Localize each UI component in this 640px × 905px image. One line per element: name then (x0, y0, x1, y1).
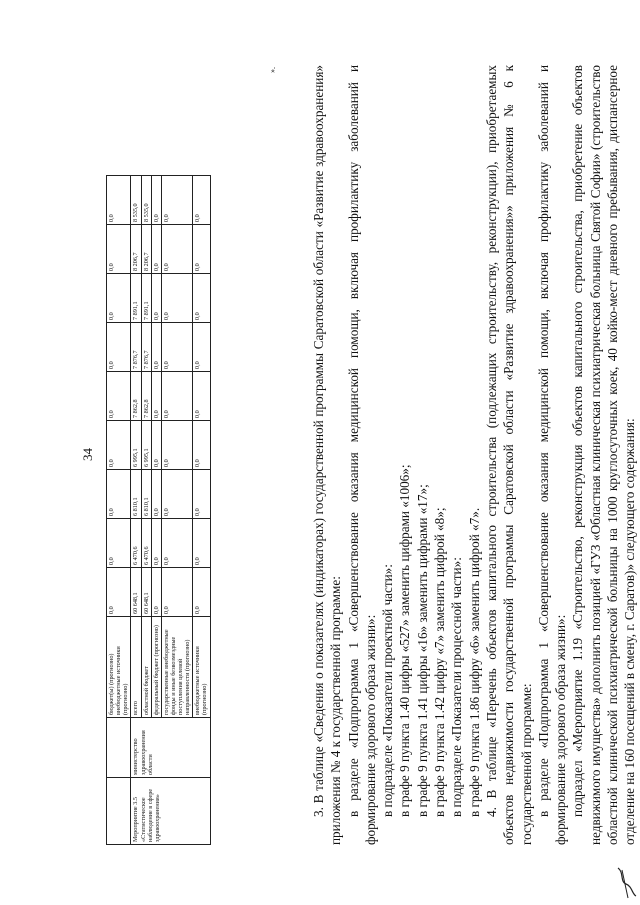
table-cell: 0,0 (161, 323, 193, 372)
table-cell: 7 862,8 (131, 372, 141, 421)
paragraph: в разделе «Подпрограмма 1 «Совершенствование оказания медицинской помощи, включая профилактику заболеваний и формирование здорового образа жизни»: (345, 65, 378, 845)
table-cell: 0,0 (107, 568, 131, 617)
table-cell: 0,0 (193, 274, 210, 323)
signature-mark (614, 864, 640, 900)
table-cell: 0,0 (161, 568, 193, 617)
table-cell: 0,0 (161, 274, 193, 323)
rotated-content (78, 65, 638, 845)
financing-table (106, 175, 211, 845)
table-cell: 0,0 (107, 274, 131, 323)
table-cell: 0,0 (107, 519, 131, 568)
table-cell: 0,0 (161, 225, 193, 274)
table-cell: 0,0 (151, 421, 161, 470)
table-cell: областной бюджет (141, 617, 151, 718)
table-row (131, 176, 141, 845)
table-cell: 6 810,1 (131, 470, 141, 519)
table-cell: 7 876,7 (131, 323, 141, 372)
table-cell: 6 470,6 (131, 519, 141, 568)
table-closing-mark: ». (268, 67, 277, 73)
table-cell: 0,0 (193, 470, 210, 519)
table-cell: 8 206,7 (131, 225, 141, 274)
table-cell: 0,0 (161, 421, 193, 470)
table-cell: 60 648,1 (141, 568, 151, 617)
paragraph: в графе 9 пункта 1.41 цифры «16» заменить цифрами «17»; (414, 484, 430, 817)
table-cell: 0,0 (151, 568, 161, 617)
table-cell: 0,0 (107, 323, 131, 372)
table-cell: 0,0 (193, 519, 210, 568)
table-cell: 8 535,0 (141, 176, 151, 225)
table-cell: 6 810,1 (141, 470, 151, 519)
paragraph: в графе 9 пункта 1.42 цифру «7» заменить цифрой «8»; (432, 507, 448, 817)
paragraph: в подразделе «Показатели проектной части»: (380, 564, 396, 817)
table-cell: внебюджетные источники (прогнозно) (193, 617, 210, 718)
table-cell: 0,0 (193, 323, 210, 372)
table-cell: 0,0 (107, 421, 131, 470)
table-cell: 0,0 (151, 470, 161, 519)
table-cell: 6 995,1 (131, 421, 141, 470)
body-text (310, 65, 639, 845)
paragraph: в разделе «Подпрограмма 1 «Совершенствование оказания медицинской помощи, включая профилактику заболеваний и формирование здорового образа жизни»: (535, 65, 569, 845)
table-cell: федеральный бюджет (прогнозно) (151, 617, 161, 718)
table-cell: 0,0 (151, 274, 161, 323)
table-cell: 0,0 (151, 323, 161, 372)
page-number: 34 (80, 448, 95, 461)
table-cell: 0,0 (161, 519, 193, 568)
paragraph: 4. В таблице «Перечень объектов капитального строительства (подлежащих строительству, реконструкции), приобретаемых объектов недвижимости государственной программы Саратовской области «Развитие здравоохранения»» приложения № 6 к государственной программе: (483, 65, 534, 845)
event-label: Мероприятие 3.5 «Статистическое наблюдение в сфере здравоохранения» (131, 778, 210, 845)
table-cell: 0,0 (151, 176, 161, 225)
table-cell: всего (131, 617, 141, 718)
table-cell: 0,0 (193, 225, 210, 274)
table-cell: 0,0 (193, 568, 210, 617)
table-cell: 0,0 (193, 372, 210, 421)
table-cell: 0,0 (107, 176, 131, 225)
table-cell: 0,0 (107, 372, 131, 421)
executor-label: министерство здравоохранения области (131, 718, 210, 778)
table-cell: 0,0 (107, 225, 131, 274)
table-cell: 0,0 (161, 372, 193, 421)
table-cell: 7 891,1 (141, 274, 151, 323)
table-cell: 7 862,8 (141, 372, 151, 421)
table-cell: 8 206,7 (141, 225, 151, 274)
paragraph: 3. В таблице «Сведения о показателях (индикаторах) государственной программы Саратовской области «Развитие здравоохранения» приложения № 4 к государственной программе: (311, 65, 344, 845)
table-cell: 0,0 (161, 176, 193, 225)
paragraph: в графе 9 пункта 1.86 цифру «6» заменить цифрой «7». (466, 507, 482, 817)
table-cell: 0,0 (151, 225, 161, 274)
table-cell: 7 891,1 (131, 274, 141, 323)
table-cell: 0,0 (151, 519, 161, 568)
table-cell: 60 648,1 (131, 568, 141, 617)
paragraph: в графе 9 пункта 1.40 цифры «527» заменить цифрами «1006»; (397, 464, 413, 817)
table-cell: 0,0 (107, 470, 131, 519)
table-cell: 0,0 (193, 421, 210, 470)
table-row (107, 176, 131, 845)
table-cell: 8 535,0 (131, 176, 141, 225)
table-cell: 6 470,6 (141, 519, 151, 568)
paragraph: подраздел «Мероприятие 1.19 «Строительство, реконструкция объектов капитального строительства, приобретение объектов недвижимого имущества» дополнить позицией «ГУЗ «Областная клиническая психиатрическая больница Святой Софии» (строительство областной клинической психиатрической больницы на 1000 круглосуточных коек, 40 койко-мест дневного пребывания, диспансерное отделение на 160 посещений в смену, г. Саратов)» следующего содержания: (570, 65, 638, 845)
table-cell: бюджет(ы) (прогнозно) внебюджетные источники (прогнозно) (107, 617, 131, 718)
paragraph: в подразделе «Показатели процессной части»: (449, 557, 465, 817)
table-cell: 0,0 (151, 372, 161, 421)
table-cell: 0,0 (193, 176, 210, 225)
table-cell: государственные внебюджетные фонды и иные безвозмездные поступления целевой направленности (прогнозно) (161, 617, 193, 718)
table-cell: 6 995,1 (141, 421, 151, 470)
table-cell: 0,0 (161, 470, 193, 519)
table-cell: 7 876,7 (141, 323, 151, 372)
